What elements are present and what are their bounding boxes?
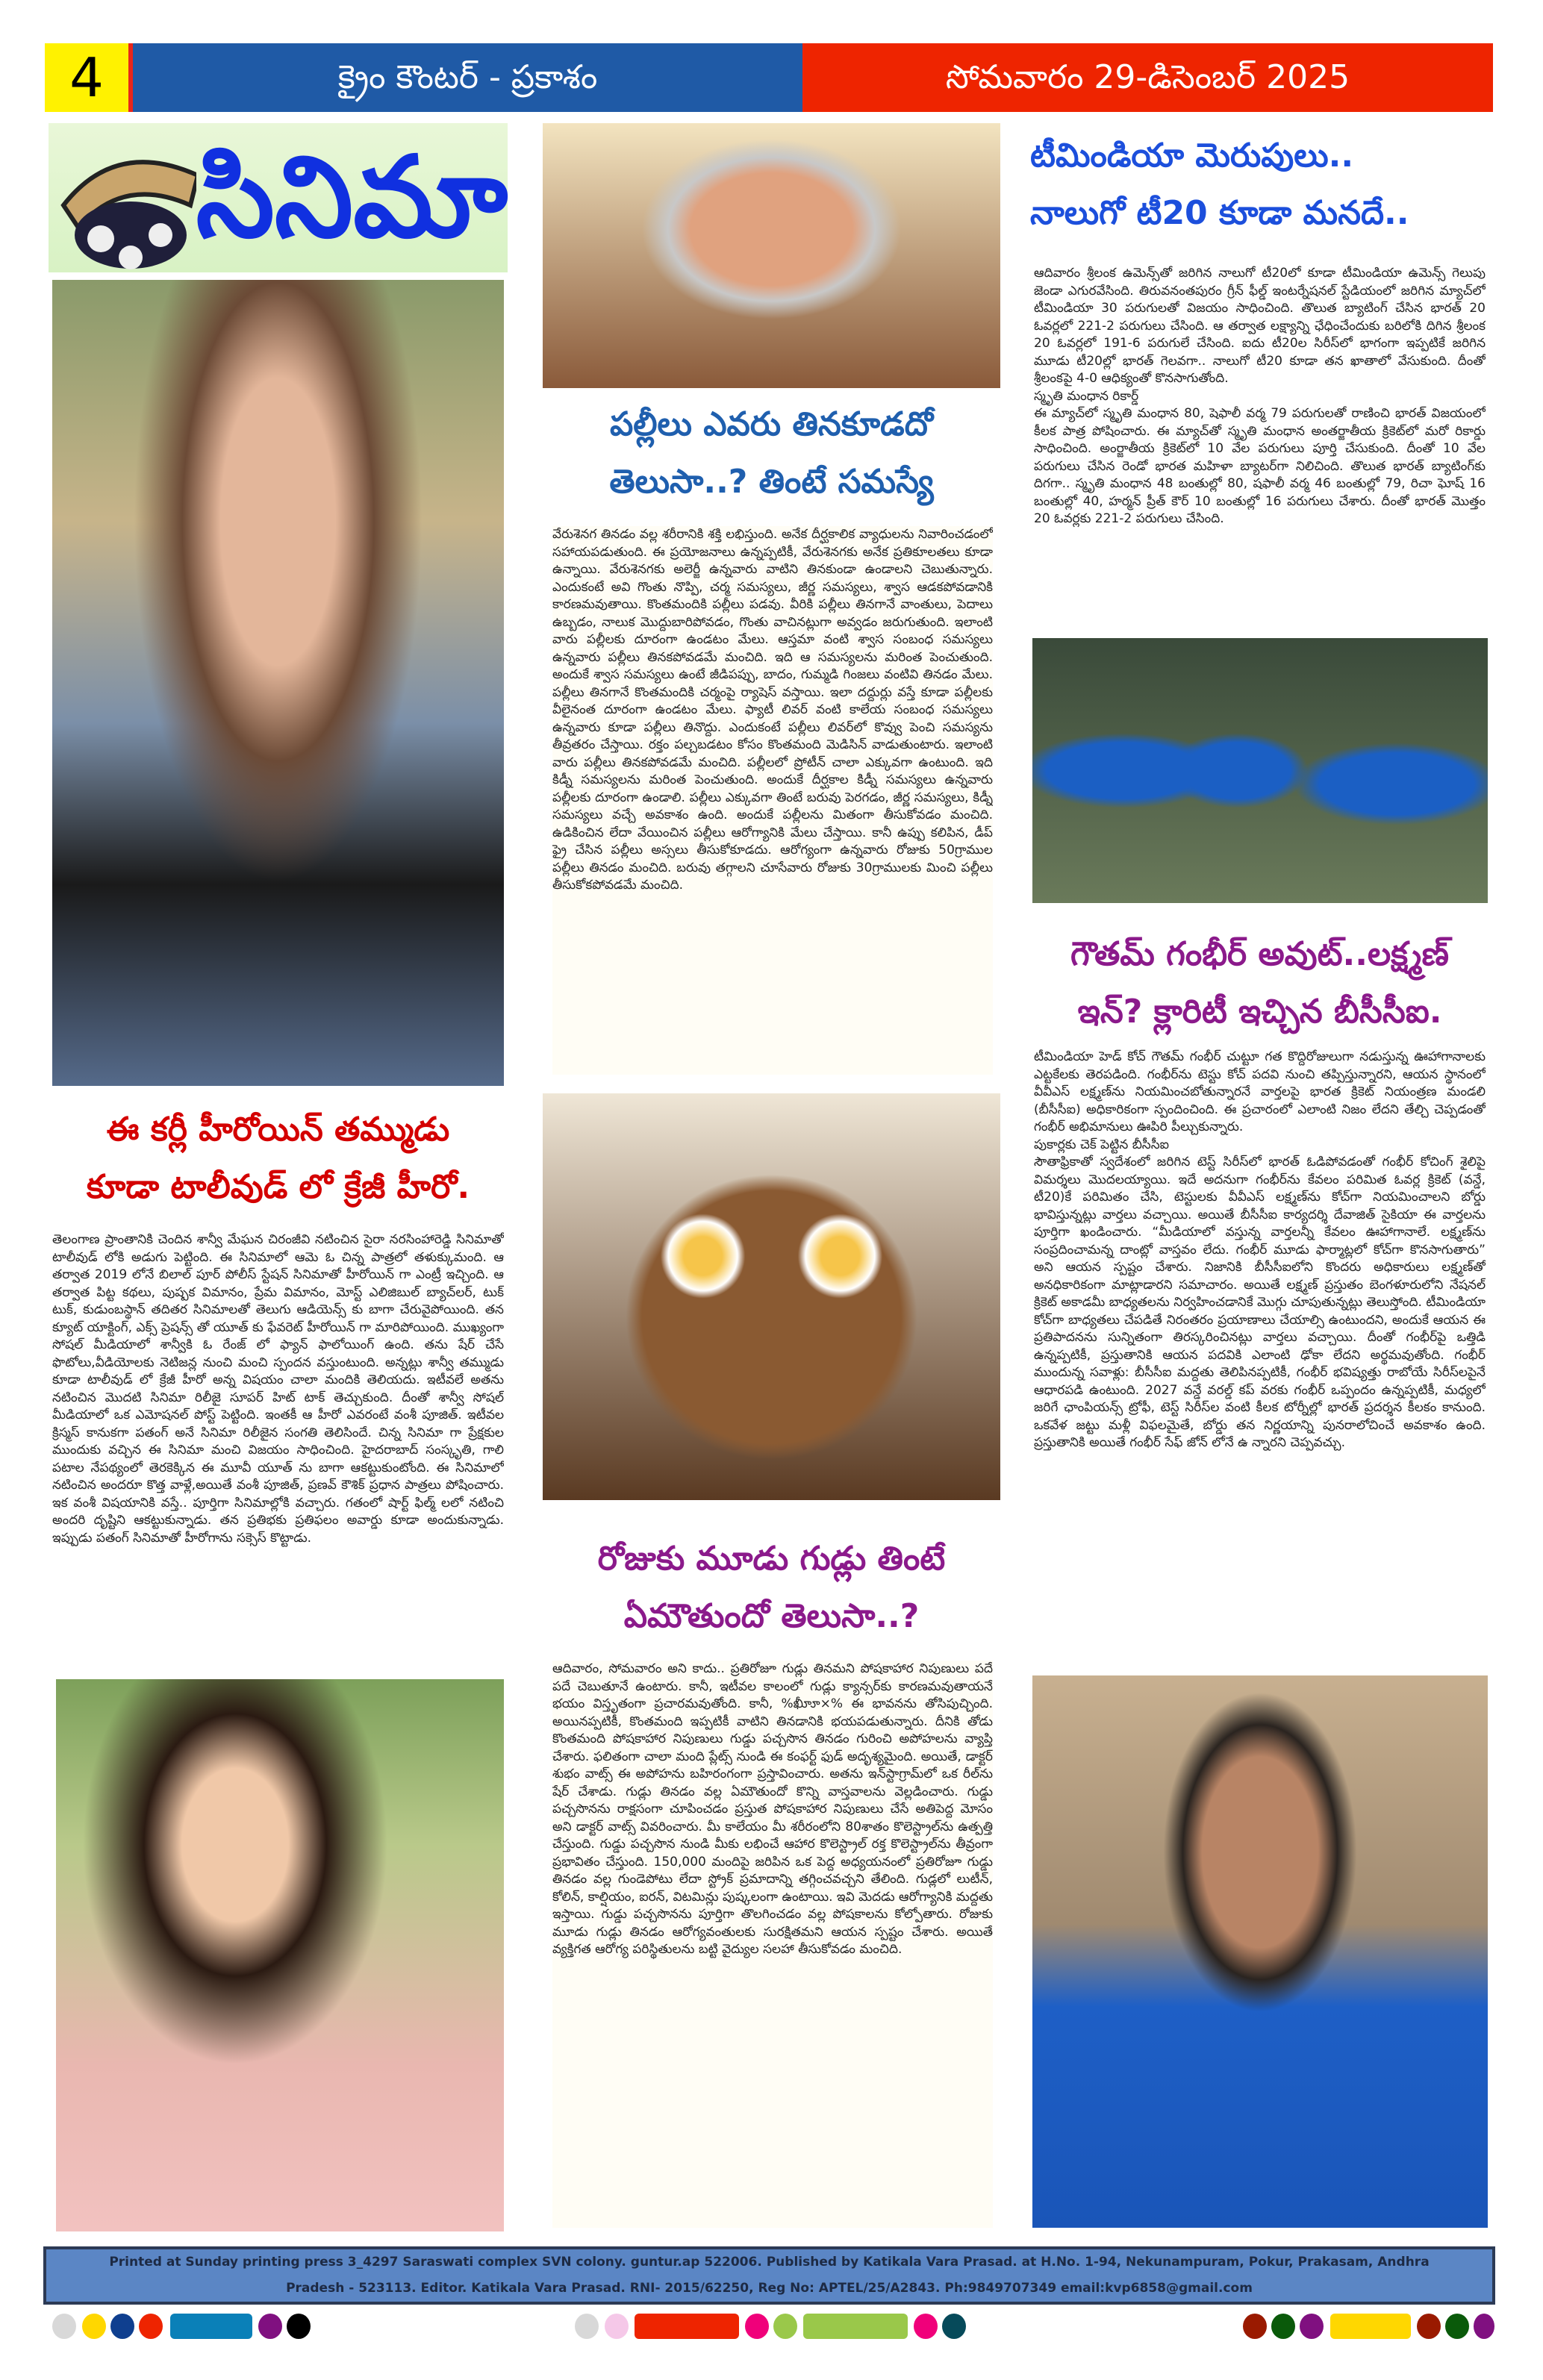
color-mark bbox=[52, 2314, 76, 2339]
color-mark bbox=[1417, 2314, 1441, 2339]
color-mark bbox=[914, 2314, 938, 2339]
color-mark bbox=[1300, 2314, 1324, 2339]
headline-line: ఏమౌతుందో తెలుసా..? bbox=[623, 1597, 920, 1635]
headline-line: కూడా టాలీవుడ్ లో క్రేజీ హీరో. bbox=[86, 1168, 470, 1206]
headline-line: రోజుకు మూడు గుడ్లు తింటే bbox=[597, 1540, 946, 1578]
color-mark bbox=[110, 2314, 134, 2339]
issue-date: సోమవారం 29-డిసెంబర్ 2025 bbox=[802, 43, 1493, 112]
headline-line: ఇన్? క్లారిటీ ఇచ్చిన బీసీసీఐ. bbox=[1077, 993, 1442, 1031]
color-mark bbox=[1474, 2314, 1494, 2339]
subheading: స్మృతి మంధాన రికార్డ్ bbox=[1034, 388, 1139, 404]
paragraph: టీమిండియా హెడ్ కోచ్ గౌతమ్ గంభీర్ చుట్టూ గత కొద్దిరోజులుగా నడుస్తున్న ఊహాగానాలకు ఎట్టకేలకు తెరపడింది. గంభీర్‌ను టెస్టు కోచ్ పదవి నుంచి తప్పిస్తున్నారని, ఆయన స్థానంలో వీవీఎస్ లక్ష్మణ్‌ను నియమించబోతున్నారనే వార్తలపై భారత క్రికెట్ నియంత్రణ మండలి (బీసీసీఐ) అధికారికంగా స్పందించింది. ఈ ప్రచారంలో ఎలాంటి నిజం లేదని తేల్చి చెప్పడంతో గంభీర్ అభిమానులు ఊపిరి పీల్చుకున్నారు. bbox=[1034, 1049, 1486, 1134]
color-mark bbox=[605, 2314, 629, 2339]
film-reel-icon bbox=[49, 123, 196, 272]
cinema-section-logo bbox=[49, 123, 508, 272]
imprint-line: Printed at Sunday printing press 3_4297 Saraswati complex SVN colony. guntur.ap 522006. Published by Katikala Vara Prasad. at H.No. 1-94, Nekunampuram, Pokur, Prakasam, Andhra bbox=[109, 2255, 1430, 2270]
peanuts-photo bbox=[543, 123, 1000, 388]
peanuts-headline bbox=[543, 396, 1000, 510]
color-mark bbox=[1445, 2314, 1469, 2339]
gambhir-headline bbox=[1030, 925, 1489, 1040]
color-mark bbox=[258, 2314, 282, 2339]
actress-photo-1 bbox=[52, 280, 504, 1086]
newspaper-title: క్రైం కౌంటర్ - ప్రకాశం bbox=[133, 43, 802, 112]
cricket-headline bbox=[1030, 127, 1489, 242]
color-mark bbox=[745, 2314, 769, 2339]
color-mark bbox=[82, 2314, 106, 2339]
color-mark bbox=[287, 2314, 311, 2339]
color-mark bbox=[635, 2314, 739, 2339]
imprint-footer bbox=[43, 2246, 1495, 2305]
page-number: 4 bbox=[45, 43, 133, 112]
headline-line: టీమిండియా మెరుపులు.. bbox=[1030, 137, 1354, 175]
headline-line: గౌతమ్ గంభీర్ అవుట్..లక్ష్మణ్ bbox=[1070, 935, 1449, 973]
paragraph: సౌతాఫ్రికాతో స్వదేశంలో జరిగిన టెస్ట్ సిరీస్‌లో భారత్ ఓడిపోవడంతో గంభీర్ కోచింగ్ శైలిపై విమర్శలు మొదలయ్యాయి. ఇదే అదనుగా గంభీర్‌ను కేవలం పరిమిత ఓవర్ల క్రికెట్ (వన్డే, టీ20)కే పరిమితం చేసి, టెస్టులకు వీవీఎస్ లక్ష్మణ్‌ను కోచ్‌గా నియమించాలని బోర్డు భావిస్తున్నట్లు వార్తలు వచ్చాయి. అయితే బీసీసీఐ కార్యదర్శి దేవాజిత్ సైకియా ఈ వార్తలను పూర్తిగా ఖండించారు. “మీడియాలో వస్తున్న వార్తలన్నీ కేవలం ఊహాగానాలే. లక్ష్మణ్‌ను సంప్రదించామన్న దాంట్లో వాస్తవం లేదు. గంభీర్ మూడు ఫార్మాట్లలో కోచ్‌గా కొనసాగుతారు” అని ఆయన స్పష్టం చేశారు. నిజానికి బీసీసీఐలోని కొందరు అధికారులు లక్ష్మణ్‌తో అనధికారికంగా మాట్లాడారని సమాచారం. అయితే లక్ష్మణ్ ప్రస్తుతం బెంగళూరులోని నేషనల్ క్రికెట్ అకాడమీ బాధ్యతలను నిర్వహించడానికే మొగ్గు చూపుతున్నట్లు తెలుస్తోంది. టీమిండియా కోచ్‌గా బాధ్యతలు చేపడితే నిరంతరం ప్రయాణాలు చేయాల్సి ఉంటుందని, అందుకే ఆయన ఈ ప్రతిపాదనను సున్నితంగా తిరస్కరించినట్లు వార్తలు వచ్చాయి. దీంతో గంభీర్‌పై ఒత్తిడి ఉన్నప్పటికీ, ప్రస్తుతానికి ఆయన పదవికి ఎలాంటి ఢోకా లేదని అర్థమవుతోంది. గంభీర్ ముందున్న సవాళ్లు: బీసీసీఐ మద్దతు తెలిపినప్పటికీ, గంభీర్ భవిష్యత్తు రాబోయే సిరీస్‌లపైనే ఆధారపడి ఉంటుంది. 2027 వన్డే వరల్డ్ కప్ వరకు గంభీర్ ఒప్పందం ఉన్నప్పటికీ, మధ్యలో జరిగే ఛాంపియన్స్ ట్రోఫీ, టెస్ట్ సిరీస్‌ల వంటి కీలక టోర్నీల్లో భారత్ ప్రదర్శన కీలకం కానుంది. ఒకవేళ జట్టు మళ్లీ విఫలమైతే, బోర్డు తన నిర్ణయాన్ని పునరాలోచించే అవకాశం ఉంది. ప్రస్తుతానికి అయితే గంభీర్ సేఫ్ జోన్ లోనే ఉ న్నారని చెప్పవచ్చు. bbox=[1034, 1155, 1486, 1450]
actress-photo-2 bbox=[56, 1679, 504, 2231]
headline-line: తెలుసా..? తింటే సమస్యే bbox=[609, 463, 934, 501]
eggs-article-body: ఆదివారం, సోమవారం అని కాదు.. ప్రతిరోజూ గుడ్లు తినమని పోషకాహార నిపుణులు పదే పదే చెబుతూనే ఉంటారు. కానీ, ఇటీవల కాలంలో గుడ్లు క్యాన్సర్‌కు కారణమవుతాయనే భయం విస్తృతంగా ప్రచారమవుతోంది. కానీ, %ఖీూూ×% ఈ భావనను తోసిపుచ్చింది. అయినప్పటికీ, కొంతమంది ఇప్పటికీ వాటిని తినడానికి భయపడుతున్నారు. దీనికి తోడు కొంతమంది పోషకాహార నిపుణులు గుడ్డు పచ్చసొన తినడం గురించి అపోహలను వ్యాప్తి చేశారు. ఫలితంగా చాలా మంది ప్లేట్స్ నుండి ఈ కంఫర్ట్ ఫుడ్ అదృశ్యమైంది. అయితే, డాక్టర్ శుభం వాట్స్ ఈ అపోహను బహిరంగంగా ప్రస్తావించారు. అతను ఇన్‌స్టాగ్రామ్‌లో ఒక రీల్‌ను షేర్ చేశాడు. గుడ్లు తినడం వల్ల ఏమౌతుందో కొన్ని వాస్తవాలను వెల్లడించారు. గుడ్డు పచ్చసొనను రాక్షసంగా చూపించడం ప్రస్తుత పోషకాహార నిపుణులు చేసే అతిపెద్ద మోసం అని డాక్టర్ వాట్స్ వివరించారు. మీ కాలేయం మీ శరీరంలోని 80శాతం కొలెస్ట్రాల్‌ను ఉత్పత్తి చేస్తుంది. గుడ్డు పచ్చసొన నుండి మీకు లభించే ఆహార కొలెస్ట్రాల్ రక్త కొలెస్ట్రాల్‌ను తీవ్రంగా ప్రభావితం చేస్తుంది. 150,000 మందిపై జరిపిన ఒక పెద్ద అధ్యయనంలో ప్రతిరోజూ గుడ్డు తినడం వల్ల గుండెపోటు లేదా స్ట్రోక్ ప్రమాదాన్ని తగ్గించవచ్చని తేలింది. గుడ్లలో లుటీన్, కోలిన్, కాల్షియం, ఐరన్, విటమిన్లు పుష్కలంగా ఉంటాయి. ఇవి మెదడు ఆరోగ్యానికి మద్దతు ఇస్తాయి. గుడ్డు పచ్చసొనను పూర్తిగా తొలగించడం వల్ల పోషకాలను కోల్పోతారు. రోజుకు మూడు గుడ్లు తినడం ఆరోగ్యవంతులకు సురక్షితమని ఆయన స్పష్టం చేశారు. అయితే వ్యక్తిగత ఆరోగ్య పరిస్థితులను బట్టి వైద్యుల సలహా తీసుకోవడం మంచిది. bbox=[552, 1661, 993, 2228]
eggs-headline bbox=[543, 1530, 1000, 1645]
heroine-headline bbox=[49, 1101, 508, 1216]
color-mark bbox=[1330, 2314, 1411, 2339]
headline-line: ఈ కర్లీ హీరోయిన్ తమ్ముడు bbox=[106, 1111, 450, 1149]
gambhir-article-body bbox=[1034, 1049, 1486, 1668]
color-mark bbox=[803, 2314, 908, 2339]
headline-line: పల్లీలు ఎవరు తినకూడదో bbox=[610, 405, 933, 443]
color-mark bbox=[773, 2314, 797, 2339]
cricket-article-body bbox=[1034, 265, 1486, 608]
paragraph: ఈ మ్యాచ్‌లో స్మృతి మంధాన 80, షెఫాలీ వర్మ 79 పరుగులతో రాణించి భారత్ విజయంలో కీలక పాత్ర పోషించారు. ఈ మ్యాచ్‌తో స్మృతి మంధాన అంతర్జాతీయ క్రికెట్‌లో మరో రికార్డు సాధించింది. అంర్జాతీయ క్రికెట్‌లో 10 వేల పరుగులు పూర్తి చేసుకుంది. దీంతో 10 వేల పరుగులు చేసిన రెండో భారత మహిళా బ్యాటర్‌గా నిలిచింది. తొలుత భారత్ బ్యాటింగ్‌కు దిగగా.. స్మృతి మంధాన 48 బంతుల్లో 80, షఫాలీ వర్మ 46 బంతుల్లో 79, రిచా ఘోష్ 16 బంతుల్లో 40, హర్మన్ ప్రీత్ కౌర్ 10 బంతుల్లో 16 పరుగులు చేశారు. దీంతో భారత్ మొత్తం 20 ఓవర్లకు 221-2 పరుగులు చేసింది. bbox=[1034, 406, 1486, 526]
color-mark bbox=[1271, 2314, 1295, 2339]
color-mark bbox=[1243, 2314, 1267, 2339]
gambhir-photo bbox=[1032, 1675, 1488, 2228]
cricket-team-photo bbox=[1032, 638, 1488, 903]
paragraph: ఆదివారం శ్రీలంక ఉమెన్స్‌తో జరిగిన నాలుగో టీ20లో కూడా టీమిండియా ఉమెన్స్ గెలుపు జెండా ఎగురవేసింది. తిరువనంతపురం గ్రీన్ ఫీల్డ్ ఇంటర్నేషనల్ స్టేడియంలో జరిగిన మ్యాచ్‌లో టీమిండియా 30 పరుగులతో విజయం సాధించింది. తొలుత బ్యాటింగ్ చేసిన భారత్ 20 ఓవర్లలో 221-2 పరుగులు చేసింది. ఆ తర్వాత లక్ష్యాన్ని ఛేధించేందుకు బరిలోకి దిగిన శ్రీలంక 20 ఓవర్లలో 191-6 పరుగులే చేసింది. ఐదు టీ20ల సిరీస్‌లో భాగంగా ఇప్పటికే జరిగిన మూడు టీ20ల్లో భారత్ గెలవగా.. నాలుగో టీ20 కూడా తన ఖాతాలో వేసుకుంది. దీంతో శ్రీలంకపై 4-0 ఆధిక్యంతో కొనసాగుతోంది. bbox=[1034, 266, 1486, 386]
eggs-photo bbox=[543, 1093, 1000, 1500]
subheading: పుకార్లకు చెక్ పెట్టిన బీసీసీఐ bbox=[1034, 1137, 1170, 1152]
heroine-article-body: తెలంగాణ ప్రాంతానికి చెందిన శాన్వీ మేఘన చిరంజీవి నటించిన సైరా నరసింహారెడ్డి సినిమాతో టాలీవుడ్ లోకి అడుగు పెట్టింది. ఈ సినిమాలో ఆమె ఓ చిన్న పాత్రలో తళుక్కుమంది. ఆ తర్వాత 2019 లోనే బిలాల్ పూర్ పోలీస్ స్టేషన్ సినిమాతో హీరోయిన్ గా ఎంట్రీ ఇచ్చింది. ఆ తర్వాత పిట్ట కథలు, పుష్పక విమానం, ప్రేమ విమానం, మోస్ట్ ఎలిజిబుల్ బ్యాచ్‌లర్, టుక్ టుక్, కుడుంబస్థాన్ తదితర సినిమాలతో తెలుగు ఆడియెన్స్ కు బాగా చేరువైపోయింది. తన క్యూట్ యాక్టింగ్, ఎక్స్ ప్రెషన్స్ తో యూత్ కు ఫేవరెట్ హీరోయిన్ గా మారిపోయింది. ముఖ్యంగా సోషల్ మీడియాలో శాన్వీకి ఓ రేంజ్ లో ఫ్యాన్ ఫాలోయింగ్ ఉంది. తను షేర్ చేసే ఫొటోలు,వీడియోలకు నెటిజన్ల నుంచి మంచి స్పందన వస్తుంటుంది. అన్నట్లు శాన్వీ తమ్ముడు కూడా టాలీవుడ్ లో క్రేజీ హీరో అన్న విషయం చాలా మందికి తెలియదు. ఇటీవలే అతను నటించిన మొదటి సినిమా రిలీజై సూపర్ హిట్ టాక్ తెచ్చుకుంది. దీంతో శాన్వీ సోషల్ మీడియాలో ఒక ఎమోషనల్ పోస్ట్ పెట్టింది. ఇంతకీ ఆ హీరో ఎవరంటే వంశీ పూజిత్. ఇటీవల క్రిస్మస్ కానుకగా పతంగ్ అనే సినిమా రిలీజైన సంగతి తెలిసిందే. చిన్న సినిమా గా ప్రేక్షకుల ముందుకు వచ్చిన ఈ సినిమా మంచి విజయం సాధించింది. హైదరాబాద్ సంస్కృతి, గాలి పటాల నేపథ్యంలో తెరకెక్కిన ఈ మూవీ యూత్ ను బాగా ఆకట్టుకుంటోంది. ఈ సినిమాలో నటించిన అందరూ కొత్త వాళ్లే,అయితే వంశీ పూజిత్, ప్రణవ్ కౌశిక్ ప్రధాన పాత్రలు పోషించారు. ఇక వంశీ విషయానికి వస్తే.. పూర్తిగా సినిమాల్లోకి వచ్చారు. గతంలో షార్ట్ ఫిల్మ్ లలో నటించి అందరి దృష్టిని ఆకట్టుకున్నాడు. తన ప్రతిభకు ప్రతిఫలం అవార్డు కూడా అందుకున్నాడు. ఇప్పుడు పతంగ్ సినిమాతో హీరోగాను సక్సెస్ కొట్టాడు. bbox=[52, 1232, 504, 1546]
headline-line: నాలుగో టీ20 కూడా మనదే.. bbox=[1030, 194, 1409, 232]
color-mark bbox=[942, 2314, 966, 2339]
color-mark bbox=[139, 2314, 163, 2339]
imprint-line: Pradesh - 523113. Editor. Katikala Vara Prasad. RNI- 2015/62250, Reg No: APTEL/25/A2843. Ph:9849707349 email:kvp6858@gmail.com bbox=[286, 2281, 1253, 2296]
peanuts-article-body: వేరుశెనగ తినడం వల్ల శరీరానికి శక్తి లభిస్తుంది. అనేక దీర్ఘకాలిక వ్యాధులను నివారించడంలో సహాయపడుతుంది. ఈ ప్రయోజనాలు ఉన్నప్పటికీ, వేరుశెనగకు అనేక ప్రతికూలతలు కూడా ఉన్నాయి. వేరుశెనగకు అలెర్జీ ఉన్నవారు వాటిని తినకుండా ఉండాలని చెబుతున్నారు. ఎందుకంటే అవి గొంతు నొప్పి, చర్మ సమస్యలు, జీర్ణ సమస్యలు, శ్వాస ఆడకపోవడానికి కారణమవుతాయి. కొంతమందికి పల్లీలు పడవు. వీరికి పల్లీలు తినగానే వాంతులు, పెదాలు ఉబ్బడం, నాలుక మొద్దుబారిపోవడం, గొంతు వాచినట్లుగా అవ్వడం జరుగుతుంది. ఇలాంటి వారు పల్లీలకు దూరంగా ఉండటం మేలు. ఆస్తమా వంటి శ్వాస సంబంధ సమస్యలు ఉన్నవారు పల్లీలు తినకపోవడమే మంచిది. ఇది ఆ సమస్యలను మరింత పెంచుతుంది. అందుకే శ్వాస సమస్యలు ఉంటే జీడిపప్పు, బాదం, గుమ్మడి గింజలు వంటివి తినడం మేలు. పల్లీలు తినగానే కొంతమందికి చర్మంపై ర్యాషెస్ వస్తాయి. ఇలా దద్దుర్లు వస్తే కూడా పల్లీలకు వీలైనంత దూరంగా ఉండటం మేలు. ఫ్యాటీ లివర్ వంటి కాలేయ సంబంధ సమస్యలు ఉన్నవారు కూడా పల్లీలు తినొద్దు. ఎందుకంటే పల్లీలు లివర్‌లో కొవ్వు పెంచి సమస్యను తీవ్రతరం చేస్తాయి. రక్తం పల్చబడటం కోసం కొంతమంది మెడిసిన్ వాడుతుంటారు. ఇలాంటి వారు పల్లీలు తినకపోవడమే మంచిది. పల్లీలలో ప్రోటీన్ చాలా ఎక్కువగా ఉంటుంది. ఇది కిడ్నీ సమస్యలను మరింత పెంచుతుంది. అందుకే దీర్ఘకాల కిడ్నీ సమస్యలు ఉన్నవారు పల్లీలకు దూరంగా ఉండాలి. పల్లీలు ఎక్కువగా తింటే బరువు పెరగడం, జీర్ణ సమస్యలు, కిడ్నీ సమస్యలు వచ్చే అవకాశం ఉంది. అందుకే పల్లీలను మితంగా తీసుకోవడం మంచిది. ఉడికించిన లేదా వేయించిన పల్లీలు ఆరోగ్యానికి మేలు చేస్తాయి. కానీ ఉప్పు కలిపిన, డీప్ ఫ్రై చేసిన పల్లీలు అస్సలు తీసుకోకూడదు. ఆరోగ్యంగా ఉన్నవారు రోజుకు 50గ్రాముల పల్లీలు తినడం మంచిది. బరువు తగ్గాలని చూసేవారు రోజుకు 30గ్రాములకు మించి పల్లీలు తీసుకోకపోవడమే మంచిది. bbox=[552, 526, 993, 1075]
cinema-logo-text: సినిమా bbox=[196, 133, 508, 263]
color-mark bbox=[575, 2314, 599, 2339]
color-mark bbox=[170, 2314, 252, 2339]
